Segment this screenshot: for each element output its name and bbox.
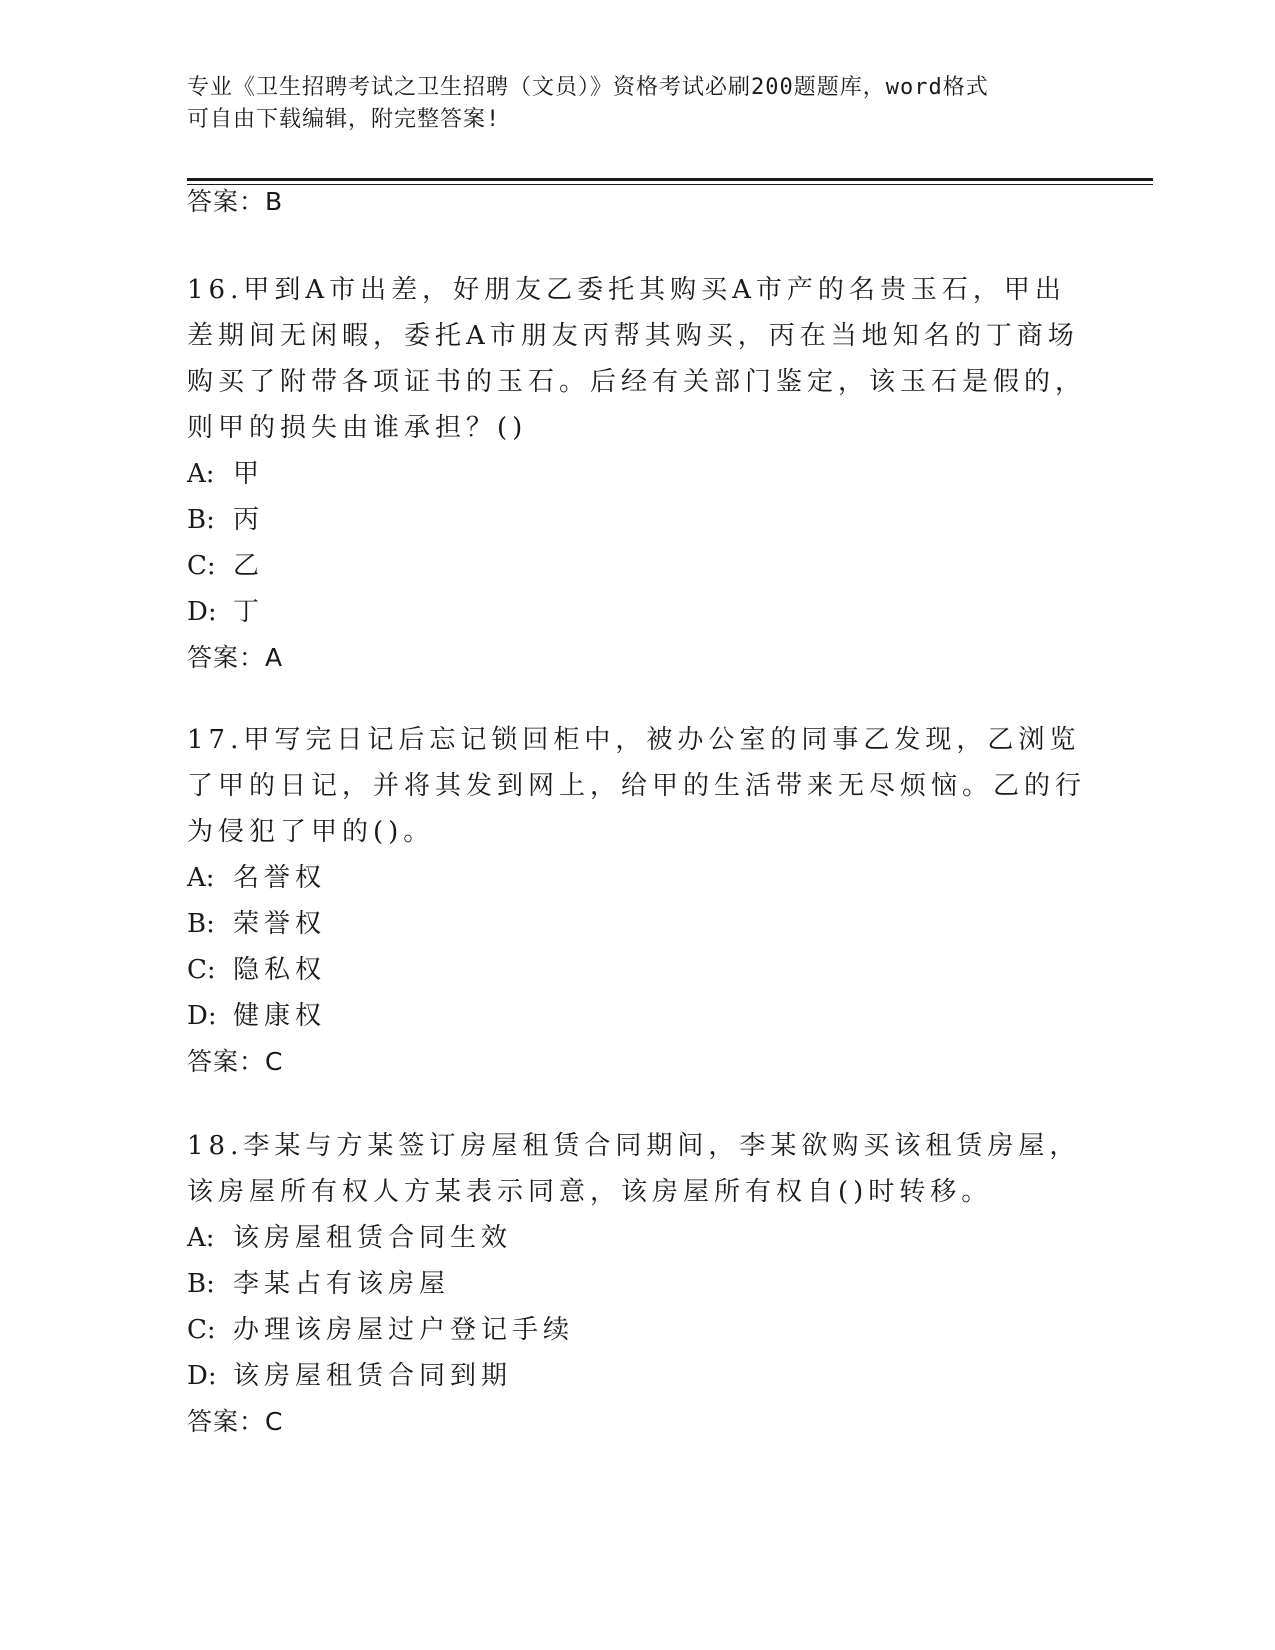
option-c bbox=[187, 543, 1087, 589]
option-text: 甲 bbox=[233, 459, 265, 489]
option-text: 荣誉权 bbox=[233, 909, 327, 939]
option-text: 该房屋租赁合同到期 bbox=[233, 1361, 513, 1391]
question-stem: 18.李某与方某签订房屋租赁合同期间，李某欲购买该租赁房屋，该房屋所有权人方某表示同意，该房屋所有权自()时转移。 bbox=[187, 1131, 1081, 1207]
document-header bbox=[187, 72, 1067, 136]
option-a bbox=[187, 1215, 1087, 1261]
option-key: D: bbox=[187, 1001, 217, 1031]
question-16 bbox=[187, 267, 1087, 681]
option-b bbox=[187, 497, 1087, 543]
option-d bbox=[187, 589, 1087, 635]
answer: 答案：A bbox=[187, 643, 284, 672]
option-key: D: bbox=[187, 1361, 217, 1391]
option-key: B: bbox=[187, 505, 215, 535]
previous-answer: 答案：B bbox=[187, 187, 284, 216]
option-d bbox=[187, 1353, 1087, 1399]
option-key: B: bbox=[187, 1269, 215, 1299]
header-divider-thin bbox=[187, 184, 1153, 185]
option-text: 隐私权 bbox=[233, 955, 327, 985]
option-b bbox=[187, 1261, 1087, 1307]
header-divider bbox=[187, 178, 1153, 181]
option-text: 乙 bbox=[233, 551, 265, 581]
option-a bbox=[187, 451, 1087, 497]
option-d bbox=[187, 993, 1087, 1039]
header-line-2: 可自由下载编辑，附完整答案! bbox=[187, 107, 501, 132]
answer: 答案：C bbox=[187, 1407, 284, 1436]
option-key: B: bbox=[187, 909, 215, 939]
option-key: C: bbox=[187, 551, 216, 581]
option-text: 办理该房屋过户登记手续 bbox=[233, 1315, 575, 1345]
option-c bbox=[187, 947, 1087, 993]
answer: 答案：C bbox=[187, 1047, 284, 1076]
header-line-1: 专业《卫生招聘考试之卫生招聘（文员）》资格考试必刷200题题库，word格式 bbox=[187, 75, 989, 100]
option-text: 李某占有该房屋 bbox=[233, 1269, 451, 1299]
option-a bbox=[187, 855, 1087, 901]
question-stem: 16.甲到A市出差，好朋友乙委托其购买A市产的名贵玉石，甲出差期间无闲暇，委托A市朋友丙帮其购买，丙在当地知名的丁商场购买了附带各项证书的玉石。后经有关部门鉴定，该玉石是假的，则甲的损失由谁承担？() bbox=[187, 275, 1087, 443]
option-key: C: bbox=[187, 955, 216, 985]
option-key: A: bbox=[187, 459, 215, 489]
option-text: 丙 bbox=[233, 505, 265, 535]
option-key: D: bbox=[187, 597, 217, 627]
question-17 bbox=[187, 717, 1087, 1085]
option-text: 该房屋租赁合同生效 bbox=[233, 1223, 513, 1253]
option-key: C: bbox=[187, 1315, 216, 1345]
option-text: 健康权 bbox=[233, 1001, 327, 1031]
option-c bbox=[187, 1307, 1087, 1353]
question-stem: 17.甲写完日记后忘记锁回柜中，被办公室的同事乙发现，乙浏览了甲的日记，并将其发到网上，给甲的生活带来无尽烦恼。乙的行为侵犯了甲的()。 bbox=[187, 725, 1087, 847]
option-b bbox=[187, 901, 1087, 947]
option-text: 丁 bbox=[233, 597, 265, 627]
option-key: A: bbox=[187, 863, 215, 893]
option-key: A: bbox=[187, 1223, 215, 1253]
question-18 bbox=[187, 1123, 1087, 1445]
option-text: 名誉权 bbox=[233, 863, 327, 893]
